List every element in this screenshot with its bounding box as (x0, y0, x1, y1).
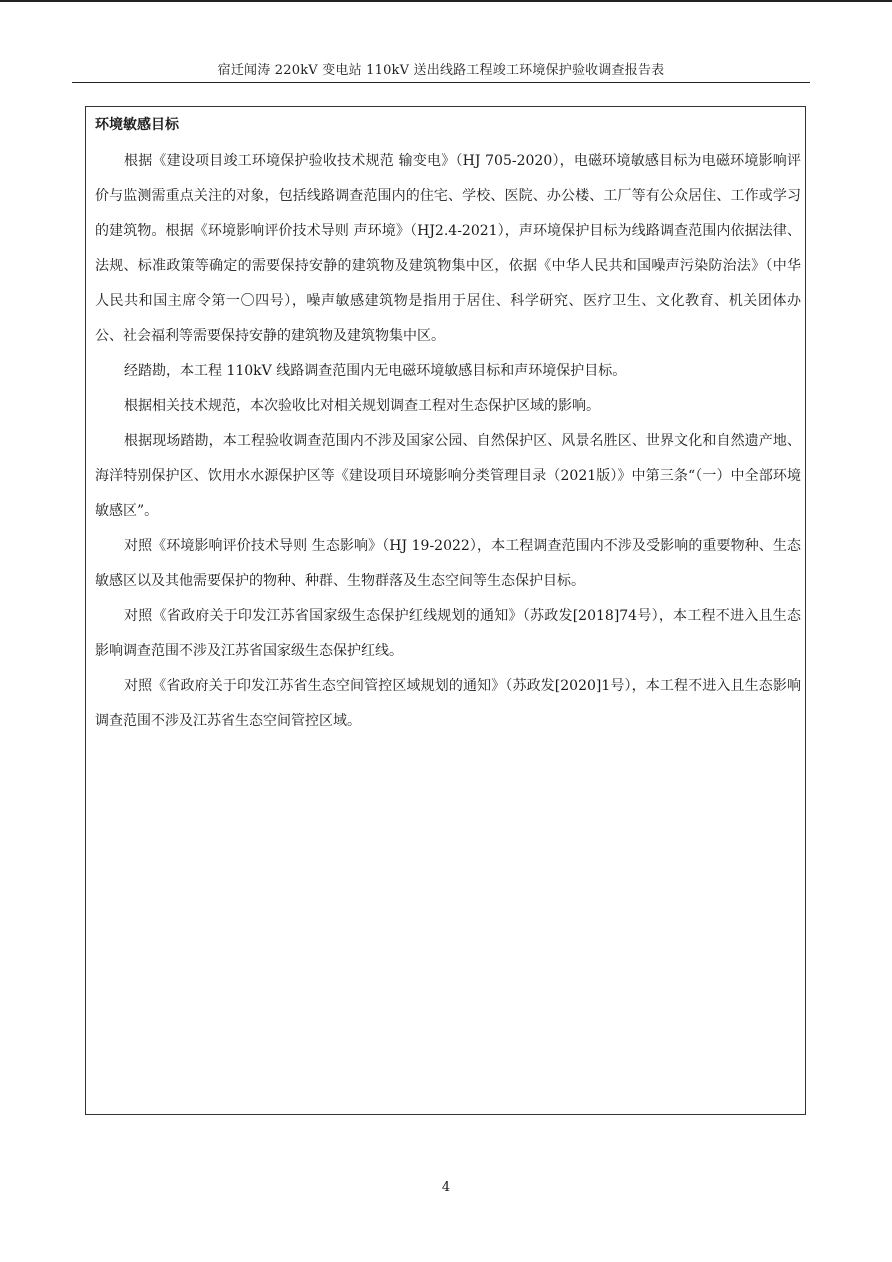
page-number: 4 (441, 1180, 451, 1195)
paragraph: 对照《省政府关于印发江苏省生态空间管控区域规划的通知》（苏政发[2020]1号），本工程不进入且生态影响调查范围不涉及江苏省生态空间管控区域。 (95, 678, 801, 729)
paragraph: 对照《省政府关于印发江苏省国家级生态保护红线规划的通知》（苏政发[2018]74号），本工程不进入且生态影响调查范围不涉及江苏省国家级生态保护红线。 (95, 608, 801, 659)
paragraph: 根据相关技术规范，本次验收比对相关规划调查工程对生态保护区域的影响。 (124, 398, 600, 414)
header-rule (72, 82, 810, 83)
paragraph: 对照《环境影响评价技术导则 生态影响》（HJ 19-2022），本工程调查范围内不涉及受影响的重要物种、生态敏感区以及其他需要保护的物种、种群、生物群落及生态空间等生态保护目标。 (95, 538, 801, 589)
paragraph: 根据《建设项目竣工环境保护验收技术规范 输变电》（HJ 705-2020），电磁环境敏感目标为电磁环境影响评价与监测需重点关注的对象，包括线路调查范围内的住宅、学校、医院、办公楼、工厂等有公众居住、工作或学习的建筑物。根据《环境影响评价技术导则 声环境》（HJ2.4-2021），声环境保护目标为线路调查范围内依据法律、法规、标准政策等确定的需要保持安静的建筑物及建筑物集中区，依据《中华人民共和国噪声污染防治法》（中华人民共和国主席令第一〇四号），噪声敏感建筑物是指用于居住、科学研究、医疗卫生、文化教育、机关团体办公、社会福利等需要保持安静的建筑物及建筑物集中区。 (95, 153, 801, 344)
paragraph: 经踏勘，本工程 110kV 线路调查范围内无电磁环境敏感目标和声环境保护目标。 (124, 363, 627, 379)
section-title: 环境敏感目标 (95, 117, 179, 133)
paragraph: 根据现场踏勘，本工程验收调查范围内不涉及国家公园、自然保护区、风景名胜区、世界文化和自然遗产地、海洋特别保护区、饮用水水源保护区等《建设项目环境影响分类管理目录（2021版）》中第三条“（一）中全部环境敏感区”。 (95, 433, 801, 519)
running-header: 宿迁闻涛 220kV 变电站 110kV 送出线路工程竣工环境保护验收调查报告表 (217, 63, 665, 78)
top-border-rule (0, 0, 892, 2)
section-body (95, 144, 801, 739)
